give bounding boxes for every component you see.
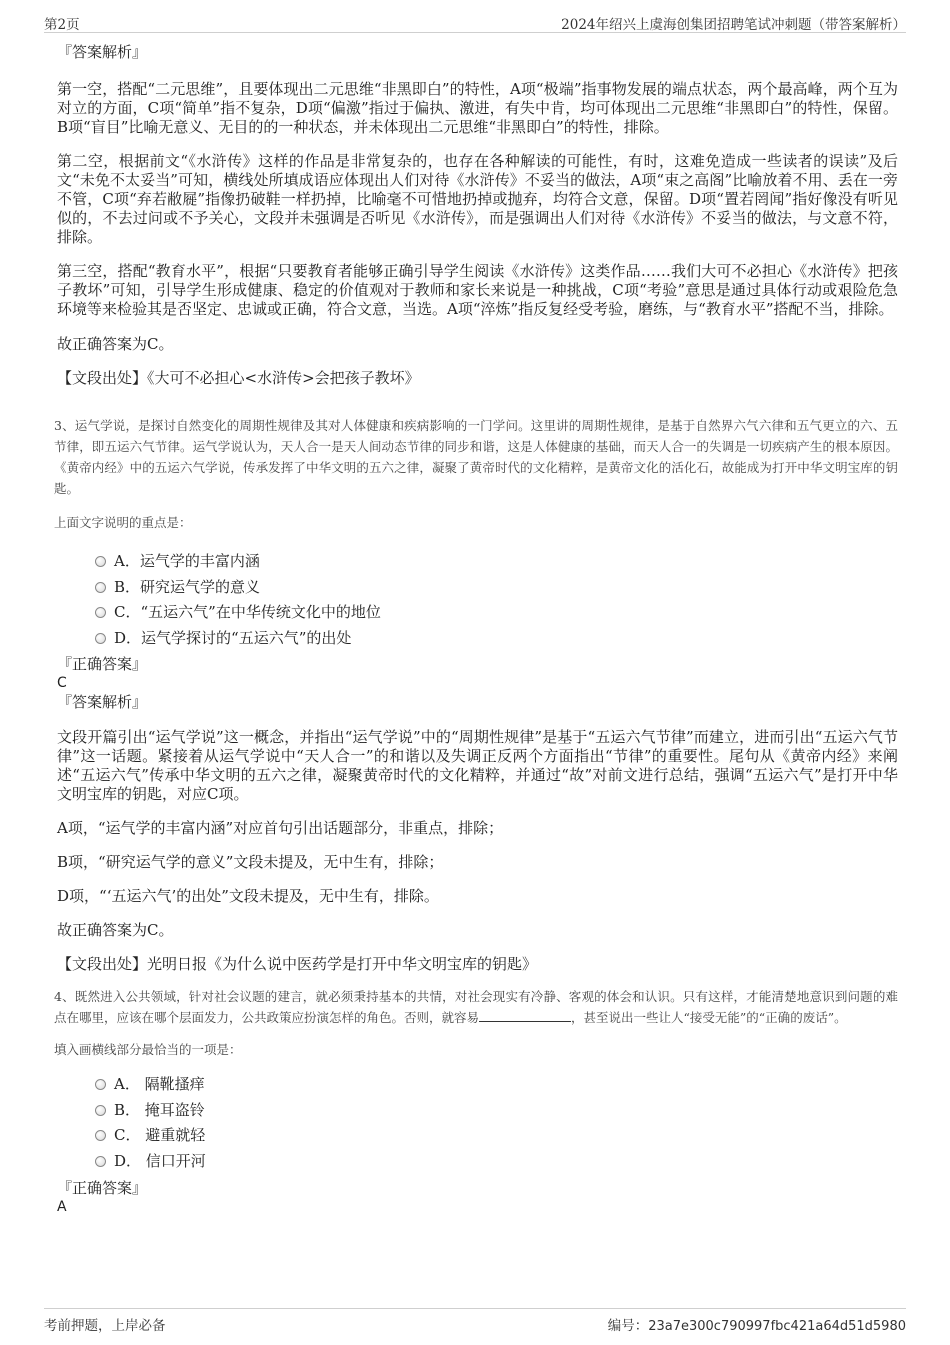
q3-prompt: 上面文字说明的重点是： <box>54 515 192 530</box>
q3-option-b[interactable]: B．研究运气学的意义 <box>95 575 898 601</box>
page-number: 第2页 <box>44 17 80 33</box>
q3-conclusion: 故正确答案为C。 <box>57 921 174 939</box>
radio-icon[interactable] <box>95 1156 106 1167</box>
footer-slogan: 考前押题，上岸必备 <box>44 1318 166 1334</box>
q3-option-a-analysis: A项，“运气学的丰富内涵”对应首句引出话题部分，非重点，排除； <box>57 819 504 837</box>
q4-answer-label: 『正确答案』 <box>57 1179 148 1197</box>
document-code: 编号：23a7e300c790997fbc421a64d51d5980 <box>607 1318 906 1334</box>
q4-prompt: 填入画横线部分最恰当的一项是： <box>54 1042 242 1057</box>
q3-option-d-analysis: D项，“‘五运六气’的出处”文段未提及，无中生有，排除。 <box>57 887 439 905</box>
answer-blank <box>479 1011 571 1022</box>
radio-icon[interactable] <box>95 582 106 593</box>
q3-analysis: 文段开篇引出“运气学说”这一概念，并指出“运气学说”中的“周期性规律”是基于“五运六气节律”而建立，进而引出“五运六气节律”这一话题。紧接着从运气学说中“天人合一”的和谐以及失调正反两个方面指出“节律”的重要性。尾句从《黄帝内经》来阐述“五运六气”传承中华文明的五六之律，凝聚黄帝时代的文化精粹，并通过“故”对前文进行总结，强调“五运六气”是打开中华文明宝库的钥匙，对应C项。 <box>57 728 898 803</box>
q2-analysis-paragraph-1: 第一空，搭配“二元思维”，且要体现出二元思维“非黑即白”的特性，A项“极端”指事物发展的端点状态，两个最高峰，两个互为对立的方面，C项“简单”指不复杂，D项“偏激”指过于偏执、激进，有失中肯，均可体现出二元思维“非黑即白”的特性，保留。B项“盲目”比喻无意义、无目的的一种状态，并未体现出二元思维“非黑即白”的特性，排除。 <box>57 80 898 136</box>
radio-icon[interactable] <box>95 1130 106 1141</box>
q3-answer-label: 『正确答案』 <box>57 655 148 673</box>
radio-icon[interactable] <box>95 556 106 567</box>
q3-option-d[interactable]: D．运气学探讨的“五运六气”的出处 <box>95 626 898 652</box>
q2-source: 【文段出处】《大可不必担心<水浒传>会把孩子教坏》 <box>57 369 420 387</box>
q3-option-b-analysis: B项，“研究运气学的意义”文段未提及，无中生有，排除； <box>57 853 444 871</box>
q3-question: 3、运气学说，是探讨自然变化的周期性规律及其对人体健康和疾病影响的一门学问。这里讲的周期性规律，是基于自然界六气六律和五气更立的六、五节律，即五运六气节律。运气学说认为，天人合一是天人间动态节律的同步和谐，这是人体健康的基础，而天人合一的失调是一切疾病产生的根本原因。《黄帝内经》中的五运六气学说，传承发挥了中华文明的五六之律，凝聚了黄帝时代的文化精粹，是黄帝文化的活化石，故能成为打开中华文明宝库的钥匙。 <box>54 418 898 496</box>
document-title: 2024年绍兴上虞海创集团招聘笔试冲刺题（带答案解析） <box>561 17 906 33</box>
q3-analysis-label: 『答案解析』 <box>57 693 148 711</box>
q4-answer: A <box>57 1199 67 1215</box>
q3-source: 【文段出处】光明日报《为什么说中医药学是打开中华文明宝库的钥匙》 <box>57 955 538 973</box>
radio-icon[interactable] <box>95 607 106 618</box>
page-content <box>54 42 898 1216</box>
q2-analysis-paragraph-3: 第三空，搭配“教育水平”，根据“只要教育者能够正确引导学生阅读《水浒传》这类作品……我们大可不必担心《水浒传》把孩子教坏”可知，引导学生形成健康、稳定的价值观对于教师和家长来说是一种挑战，C项“考验”意思是通过具体行动或艰险危急环境等来检验其是否坚定、忠诚或正确，符合文意，当选。A项“淬炼”指反复经受考验，磨练，与“教育水平”搭配不当，排除。 <box>57 262 898 318</box>
q4-options <box>95 1072 898 1174</box>
q2-analysis-paragraph-2: 第二空，根据前文“《水浒传》这样的作品是非常复杂的，也存在各种解读的可能性，有时，这难免造成一些读者的误读”及后文“未免不太妥当”可知，横线处所填成语应体现出人们对待《水浒传》不妥当的做法，A项“束之高阁”比喻放着不用、丢在一旁不管，C项“弃若敝屣”指像扔破鞋一样扔掉，比喻毫不可惜地扔掉或抛弃，均符合文意，保留。D项“置若罔闻”指好像没有听见似的，不去过问或不予关心，文段并未强调是否听见《水浒传》，而是强调出人们对待《水浒传》不妥当的做法，与文意不符，排除。 <box>57 152 898 246</box>
q4-option-c[interactable]: C． 避重就轻 <box>95 1123 898 1149</box>
q4-option-d[interactable]: D． 信口开河 <box>95 1149 898 1175</box>
page-header <box>44 10 906 33</box>
q2-conclusion: 故正确答案为C。 <box>57 335 174 353</box>
q3-answer: C <box>57 675 67 691</box>
q2-analysis-label: 『答案解析』 <box>57 43 148 61</box>
q3-options <box>95 549 898 651</box>
q4-option-a[interactable]: A． 隔靴搔痒 <box>95 1072 898 1098</box>
page-footer <box>44 1308 906 1334</box>
q3-option-a[interactable]: A．运气学的丰富内涵 <box>95 549 898 575</box>
q4-option-b[interactable]: B． 掩耳盗铃 <box>95 1098 898 1124</box>
q3-option-c[interactable]: C．“五运六气”在中华传统文化中的地位 <box>95 600 898 626</box>
radio-icon[interactable] <box>95 1079 106 1090</box>
radio-icon[interactable] <box>95 1105 106 1116</box>
q4-question: 4、既然进入公共领域，针对社会议题的建言，就必须秉持基本的共情，对社会现实有冷静、客观的体会和认识。只有这样，才能清楚地意识到问题的难点在哪里，应该在哪个层面发力，公共政策应扮演怎样的角色。否则，就容易 ，甚至说出一些让人“接受无能”的“正确的废话”。 <box>54 989 898 1025</box>
radio-icon[interactable] <box>95 633 106 644</box>
